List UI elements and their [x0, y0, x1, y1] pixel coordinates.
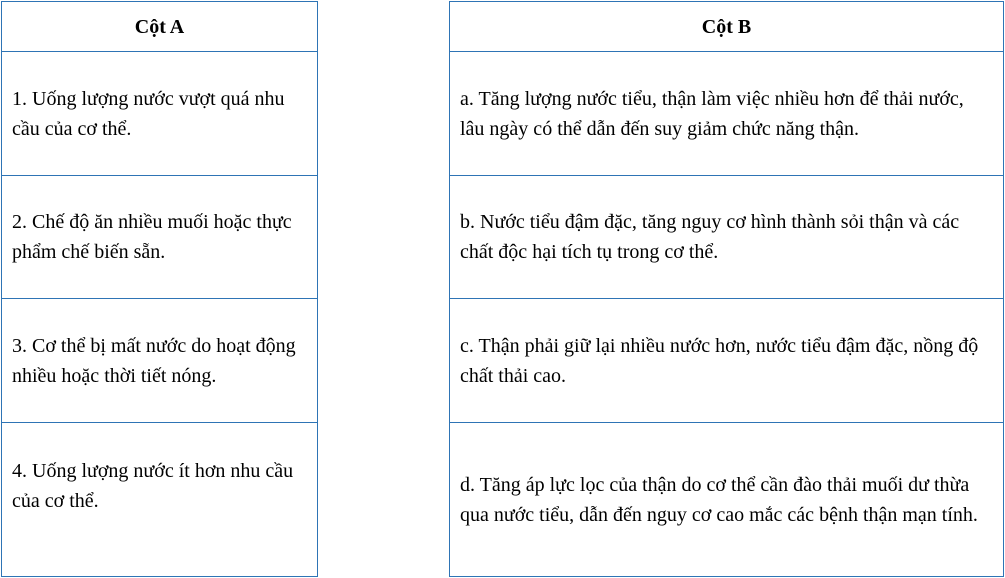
table-row	[450, 423, 1004, 577]
column-a-item-4: 4. Uống lượng nước ít hơn nhu cầu của cơ thể.	[2, 423, 318, 577]
table-row	[450, 299, 1004, 423]
table-row	[2, 299, 318, 423]
column-a-item-3: 3. Cơ thể bị mất nước do hoạt động nhiều hoặc thời tiết nóng.	[2, 299, 318, 423]
column-b-item-b: b. Nước tiểu đậm đặc, tăng nguy cơ hình thành sỏi thận và các chất độc hại tích tụ trong cơ thể.	[450, 176, 1004, 299]
column-b-item-c: c. Thận phải giữ lại nhiều nước hơn, nước tiểu đậm đặc, nồng độ chất thải cao.	[450, 299, 1004, 423]
column-a-header: Cột A	[2, 2, 318, 52]
column-b-item-a: a. Tăng lượng nước tiểu, thận làm việc nhiều hơn để thải nước, lâu ngày có thể dẫn đến suy giảm chức năng thận.	[450, 52, 1004, 176]
table-row	[2, 52, 318, 176]
column-a-item-2: 2. Chế độ ăn nhiều muối hoặc thực phẩm chế biến sẵn.	[2, 176, 318, 299]
column-b-header: Cột B	[450, 2, 1004, 52]
column-b-table	[449, 1, 1004, 577]
table-row	[450, 52, 1004, 176]
table-row	[450, 176, 1004, 299]
column-b-item-d: d. Tăng áp lực lọc của thận do cơ thể cần đào thải muối dư thừa qua nước tiểu, dẫn đến nguy cơ cao mắc các bệnh thận mạn tính.	[450, 423, 1004, 577]
table-row	[2, 423, 318, 577]
column-a-table	[1, 1, 318, 577]
table-row	[2, 176, 318, 299]
column-a-item-1: 1. Uống lượng nước vượt quá nhu cầu của cơ thể.	[2, 52, 318, 176]
